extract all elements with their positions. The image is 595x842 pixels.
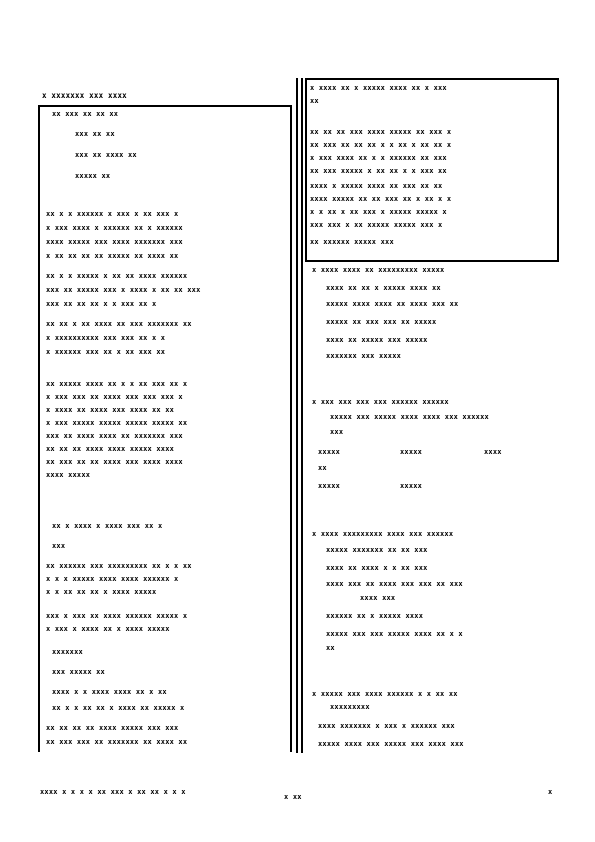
question-heading: x xxxx xxxxxxxxx xxxx xxx xxxxxx: [312, 530, 454, 538]
paragraph-line: xxxx xxxxx: [46, 471, 91, 479]
paragraph-line: xx xx xx xx xxxx xxxxx xxx xxx: [46, 724, 179, 732]
paragraph-line: x xxx xxxxx xxxxx xxxxx xxxxx xx: [46, 419, 188, 427]
footer-right-text: x: [548, 788, 553, 796]
paragraph-line: xxx x xxx xx xxxx xxxxxx xxxxx x: [46, 612, 188, 620]
question-heading: x xxx xxx xxx xxx xxxxxx xxxxxx: [312, 398, 449, 406]
answer-option: xxxxx: [400, 448, 423, 456]
callout-line: xx xxx xx xx xx x x xx x xx xx x: [310, 141, 452, 149]
paragraph-line: xx xxxxxx xxx xxxxxxxxx xx x x xx: [46, 562, 192, 570]
left-section-title: x xxxxxxx xxx xxxx: [42, 92, 127, 100]
paragraph-line: x xxx xxx xx xxxx xxx xxx xxx x: [46, 393, 183, 401]
paragraph-line: xxx xx xx xx x x xxx xx x: [46, 300, 157, 308]
column-divider: [301, 78, 303, 753]
paragraph-line: xxx xx xxxx xxxx xx xxxxxxx xxx: [46, 432, 183, 440]
question-line: xxxx xx xxxxx xxx xxxxx: [326, 336, 428, 344]
question-line: xxxx xxx xx xxxx xxx xxx xx xxx: [326, 580, 463, 588]
question-line: xx: [326, 644, 335, 652]
question-line: xxxx xxxxxxx x xxx x xxxxxx xxx: [318, 722, 455, 730]
list-item: xxx xx xx: [75, 130, 115, 138]
paragraph-line: x xx xx xx xx xxxxx xx xxxx xx: [46, 252, 179, 260]
answer-option: xxxxx: [318, 448, 341, 456]
answer-option: xxxxx: [400, 482, 423, 490]
paragraph-line: xxx xx xxxxx xxx x xxxx x xx xx xxx: [46, 286, 201, 294]
list-item: xxx xx xxxx xx: [75, 151, 137, 159]
question-line: xxxx xxx: [360, 594, 396, 602]
question-line: xxxxxx xx x xxxxx xxxx: [326, 612, 424, 620]
question-line: xxxx xx xx x xxxxx xxxx xx: [326, 284, 441, 292]
paragraph-line: xx xxx xxx xx xxxxxxx xx xxxx xx: [46, 738, 188, 746]
paragraph-line: x x xx xx xx x xxxx xxxxx: [46, 588, 157, 596]
callout-line: xxxx xxxxx xx xx xxx xx x xx x x: [310, 195, 452, 203]
callout-line: xx xxx xxxxx x xx xx x x xxx xx: [310, 167, 447, 175]
page-number: x xx: [284, 793, 302, 801]
section-heading: xxx: [52, 542, 66, 550]
question-heading: x xxxx xxxx xx xxxxxxxxx xxxxx: [312, 266, 445, 274]
callout-line: x xxxx xx x xxxxx xxxx xx x xxx: [310, 84, 447, 92]
paragraph-line: xx xx xx xxxx xxxx xxxxx xxxx: [46, 445, 175, 453]
callout-line: xx xx xx xxx xxxx xxxxx xx xxx x: [310, 128, 452, 136]
answer-option: xxxxx: [318, 482, 341, 490]
question-line: xxxxxxxxx: [330, 703, 370, 711]
question-line: xxxx xx xxxx x x xx xxx: [326, 564, 428, 572]
question-line: xxx: [330, 428, 344, 436]
question-line: xxxxx xx xxx xxx xx xxxxx: [326, 318, 437, 326]
callout-line: xxxx x xxxxx xxxx xx xxx xx xx: [310, 182, 443, 190]
question-line: xxxxx xxxx xxx xxxxx xxx xxxx xxx: [318, 740, 464, 748]
paragraph-line: x xxx x xxxx xx x xxxx xxxxx: [46, 625, 170, 633]
list-item: xxxxx xx: [75, 172, 111, 180]
callout-line: x x xx x xx xxx x xxxxx xxxxx x: [310, 208, 447, 216]
list-item: xx x x xx xx x xxxx xx xxxxx x: [52, 704, 185, 712]
paragraph-line: xx x x xxxxx x xx xx xxxx xxxxxx: [46, 272, 188, 280]
section-heading: xx x xxxx x xxxx xxx xx x: [52, 522, 163, 530]
list-item: xxxx x x xxxx xxxx xx x xx: [52, 688, 167, 696]
question-line: xxxxx xxx xxx xxxxx xxxx xx x x: [326, 630, 463, 638]
column-divider: [296, 78, 298, 753]
paragraph-line: x x x xxxxx xxxx xxxx xxxxxx x: [46, 575, 179, 583]
callout-line: xx xxxxxx xxxxx xxx: [310, 238, 394, 246]
callout-line: xxx xxx x xx xxxxx xxxxx xxx x: [310, 221, 443, 229]
question-line: xxxxx xxx xxxxx xxxx xxxx xxx xxxxxx: [330, 413, 489, 421]
question-line: xxxxxxx xxx xxxxx: [326, 352, 402, 360]
footer-left-text: xxxx x x x x xx xxx x xx xx x x x: [40, 788, 186, 796]
answer-option: xxxx: [484, 448, 502, 456]
paragraph-line: xx xxx xx xx xxxx xxx xxxx xxxx: [46, 458, 183, 466]
paragraph-line: x xxxxxxxxxx xxx xxx xx x x: [46, 334, 166, 342]
paragraph-line: x xxxx xx xxxx xxx xxxx xx xx: [46, 406, 175, 414]
list-heading: xx xxx xx xx xx: [52, 110, 119, 118]
answer-option: xx: [318, 464, 327, 472]
paragraph-line: x xxxxxx xxx xx x xx xxx xx: [46, 348, 166, 356]
callout-line: xx: [310, 97, 319, 105]
paragraph-line: xx xx x xx xxxx xx xxx xxxxxxx xx: [46, 320, 192, 328]
question-line: xxxxx xxxx xxxx xx xxxx xxx xx: [326, 300, 459, 308]
paragraph-line: xxxx xxxxx xxx xxxx xxxxxxx xxx: [46, 238, 183, 246]
list-item: xxxxxxx: [52, 648, 83, 656]
paragraph-line: xx x x xxxxxx x xxx x xx xxx x: [46, 210, 179, 218]
callout-line: x xxx xxxx xx x x xxxxxx xx xxx: [310, 154, 447, 162]
paragraph-line: xx xxxxx xxxx xx x x xx xxx xx x: [46, 380, 188, 388]
question-heading: x xxxxx xxx xxxx xxxxxx x x xx xx: [312, 690, 458, 698]
question-line: xxxxx xxxxxxx xx xx xxx: [326, 546, 428, 554]
paragraph-line: x xxx xxxx x xxxxxx xx x xxxxxx: [46, 224, 183, 232]
list-item: xxx xxxxx xx: [52, 668, 105, 676]
